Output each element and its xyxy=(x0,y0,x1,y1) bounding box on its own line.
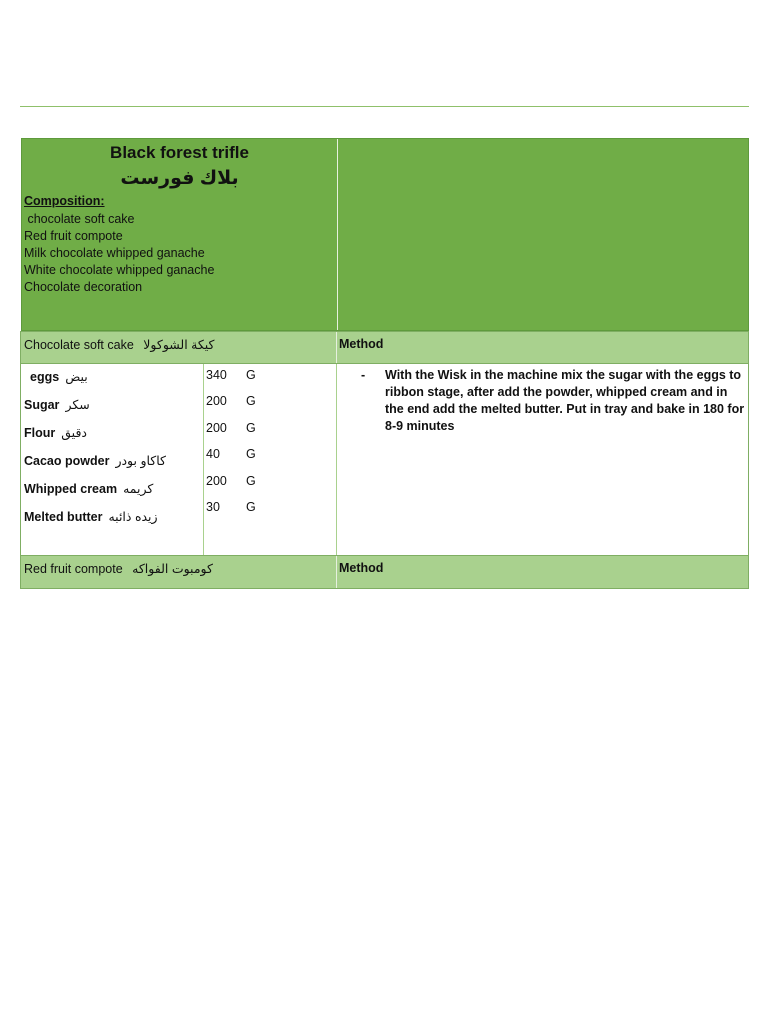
ingredient-unit: G xyxy=(246,421,256,435)
ingredients-table xyxy=(20,364,749,555)
section-title-ar: كيكة الشوكولا xyxy=(143,338,215,352)
method-bullet: - xyxy=(361,368,366,382)
recipe-header xyxy=(21,138,749,331)
composition-item: Red fruit compote xyxy=(24,229,123,243)
column-separator xyxy=(336,556,337,588)
section-header-chocolate-cake xyxy=(20,331,749,364)
method-text: With the Wisk in the machine mix the sugar with the eggs to ribbon stage, after add the powder, whipped cream and in the end add the melted butter. Put in tray and bake in 180 for 8-9 minutes xyxy=(385,368,745,433)
ingredient-name: Whipped cream كريمه xyxy=(24,482,154,496)
recipe-title-arabic: بلاك فورست xyxy=(120,168,239,189)
ingredient-unit: G xyxy=(246,500,256,514)
ingredient-name: Melted butter زيده ذائبه xyxy=(24,510,158,524)
header-divider xyxy=(337,139,338,330)
section-title-en: Chocolate soft cake xyxy=(24,338,134,352)
method-label: Method xyxy=(339,337,384,351)
section-title xyxy=(24,561,213,576)
composition-item: White chocolate whipped ganache xyxy=(24,263,215,277)
section-title-en: Red fruit compote xyxy=(24,562,123,576)
ingredient-unit: G xyxy=(246,394,256,408)
composition-item: chocolate soft cake xyxy=(24,212,135,226)
ingredient-unit: G xyxy=(246,474,256,488)
method-label: Method xyxy=(339,561,384,575)
ingredient-name: Sugar سكر xyxy=(24,398,90,412)
section-title xyxy=(24,337,215,352)
ingredient-unit: G xyxy=(246,447,256,461)
ingredient-qty: 200 xyxy=(206,421,227,435)
ingredient-unit: G xyxy=(246,368,256,382)
ingredient-qty: 200 xyxy=(206,394,227,408)
recipe-title: Black forest trifle xyxy=(110,143,249,162)
ingredient-qty: 340 xyxy=(206,368,227,382)
composition-item: Milk chocolate whipped ganache xyxy=(24,246,205,260)
column-separator xyxy=(203,364,204,555)
ingredient-qty: 40 xyxy=(206,447,220,461)
section-title-ar: كومبوت الفواكه xyxy=(132,562,213,576)
ingredient-qty: 200 xyxy=(206,474,227,488)
top-rule xyxy=(20,106,749,107)
column-separator xyxy=(336,332,337,363)
ingredient-name: Flour دقيق xyxy=(24,426,87,440)
ingredient-name: eggs بيض xyxy=(30,370,88,384)
ingredient-qty: 30 xyxy=(206,500,220,514)
ingredient-name: Cacao powder كاكاو بودر xyxy=(24,454,167,468)
composition-list xyxy=(24,211,214,296)
composition-label: Composition: xyxy=(24,194,105,208)
composition-item: Chocolate decoration xyxy=(24,280,143,294)
section-header-red-fruit xyxy=(20,555,749,589)
column-separator xyxy=(336,364,337,555)
